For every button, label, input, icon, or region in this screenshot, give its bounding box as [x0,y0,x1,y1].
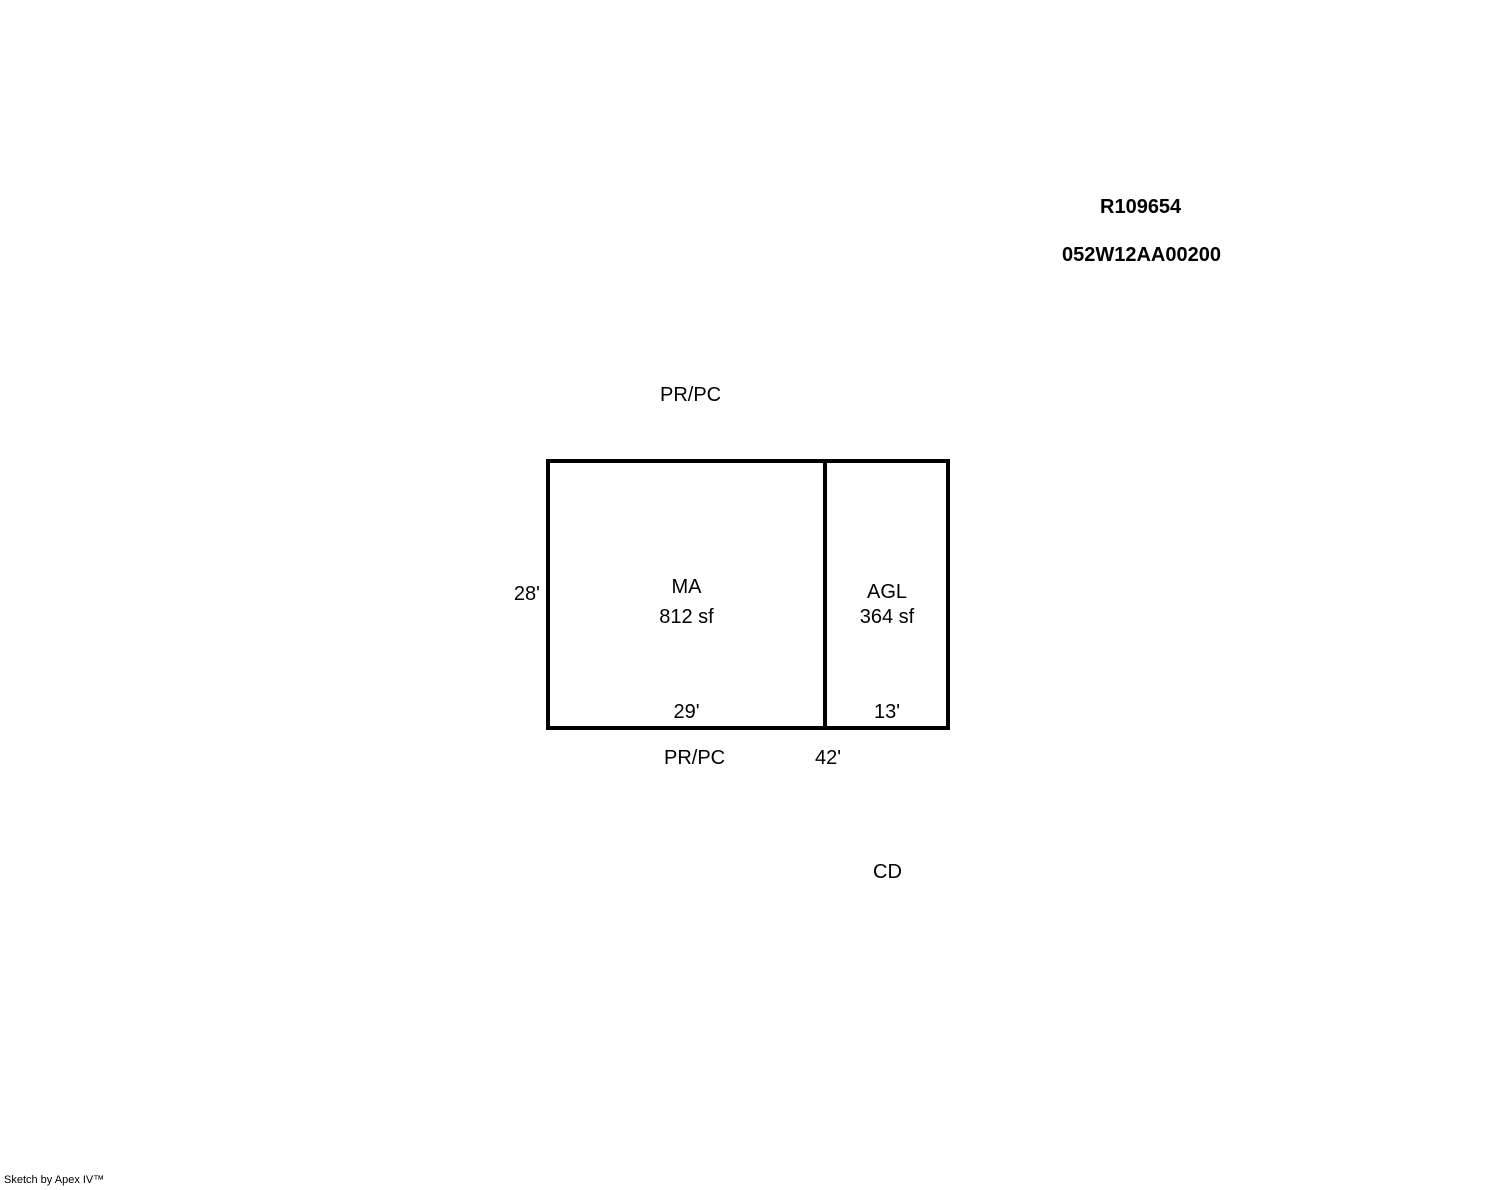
agl-section-area: 364 sf [859,606,915,628]
parcel-id-label: 052W12AA00200 [1062,244,1221,266]
total-bottom-dimension-label: 42' [815,747,842,769]
ma-section-code: MA [671,576,702,598]
bottom-boundary-label: PR/PC [664,747,726,769]
record-id-label: R109654 [1100,196,1182,218]
ma-section-area: 812 sf [659,606,714,628]
left-dimension-label: 28' [513,583,540,605]
ma-bottom-dimension: 29' [673,701,700,723]
sketch-credit: Sketch by Apex IV™ [4,1174,105,1186]
agl-bottom-dimension: 13' [873,701,901,723]
top-boundary-label: PR/PC [660,384,722,406]
agl-section-code: AGL [866,581,908,603]
lower-boundary-label: CD [873,861,902,883]
